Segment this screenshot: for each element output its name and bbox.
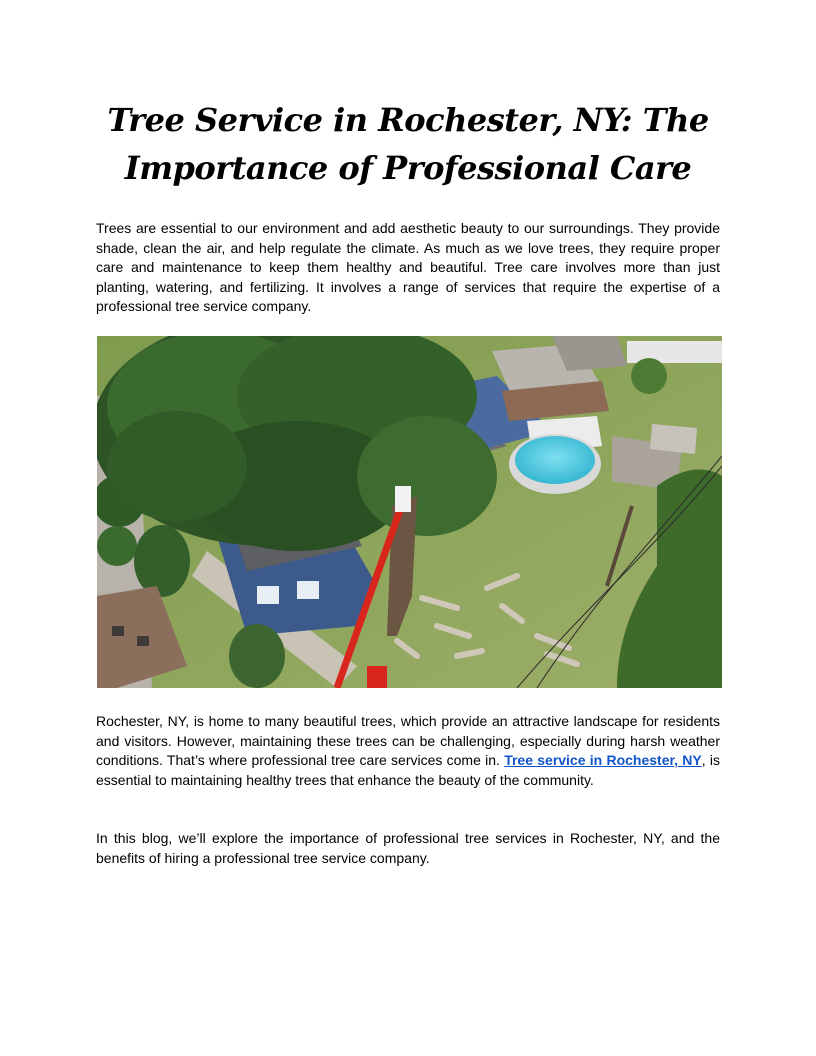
- above-ground-pool: [509, 434, 601, 494]
- large-tree-canopy: [97, 336, 497, 551]
- intro-paragraph: Trees are essential to our environment and add aesthetic beauty to our surroundings. They provide shade, clean the air, and help regulate the climate. As much as we love trees, they require proper care and maintenance to keep them healthy and beautiful. Tree care involves more than just planting, watering, and fertilizing. It involves a range of services that require the expertise of a professional tree service company.: [96, 220, 720, 314]
- blog-intro-paragraph: In this blog, we’ll explore the importance of professional tree services in Rochester, NY, and the benefits of hiring a professional tree service company.: [96, 830, 720, 866]
- aerial-tree-service-photo: [97, 336, 722, 688]
- rochester-paragraph-text-before: Rochester, NY, is home to many beautiful trees, which provide an attractive landscape for residents and visitors. However, maintaining these trees can be challenging, especially during harsh weather conditions. That’s where professional tree care services come in.: [96, 713, 720, 768]
- tree-service-link[interactable]: Tree service in Rochester, NY: [504, 752, 702, 768]
- rochester-paragraph-text-after: , is essential to maintaining healthy trees that enhance the beauty of the community.: [96, 752, 721, 788]
- page-title: Tree Service in Rochester, NY: The Importance of Professional Care: [107, 101, 709, 187]
- rochester-paragraph: [96, 712, 720, 790]
